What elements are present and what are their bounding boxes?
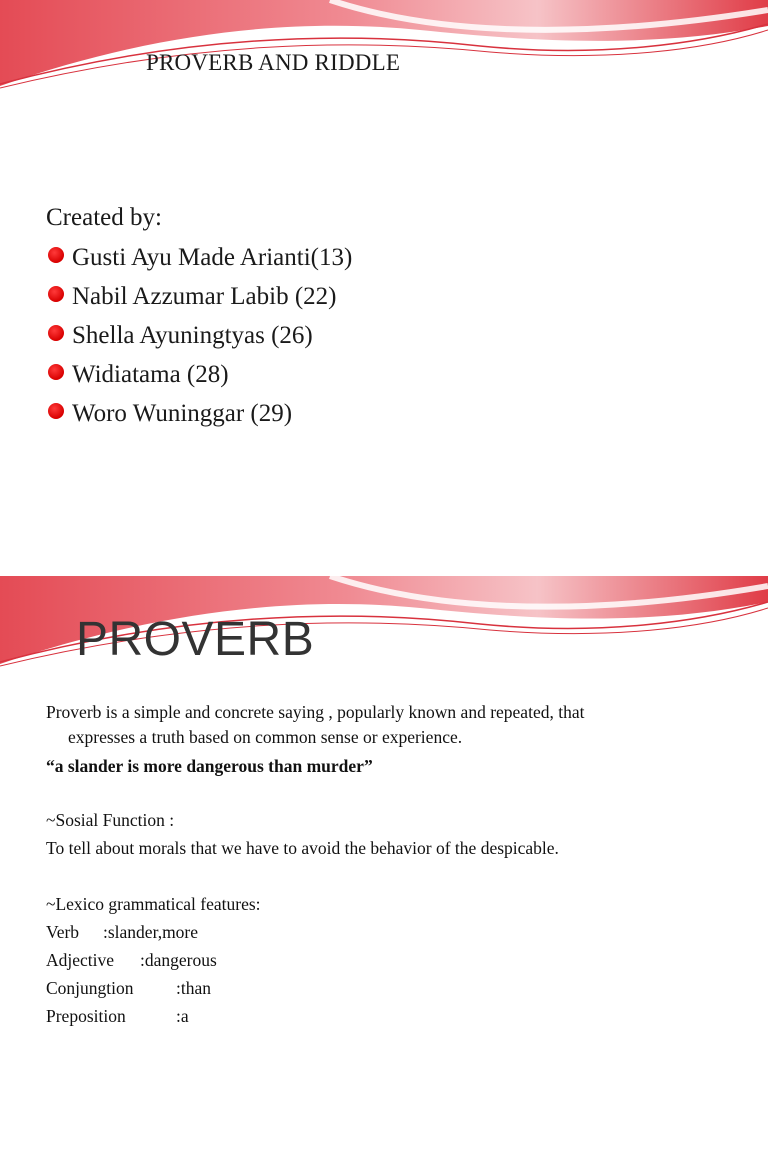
slide-title-text: PROVERB bbox=[76, 613, 315, 666]
definition-line-2: expresses a truth based on common sense or experience. bbox=[68, 727, 463, 747]
bullet-dot-icon bbox=[48, 403, 64, 419]
member-name: Woro Wuninggar (29) bbox=[72, 400, 293, 427]
feature-label: Conjungtion bbox=[46, 978, 134, 998]
feature-row bbox=[46, 946, 746, 974]
bullet-dot-icon bbox=[48, 325, 64, 341]
list-item bbox=[46, 398, 352, 437]
social-function-heading: ~Sosial Function : bbox=[46, 810, 175, 830]
list-item bbox=[46, 242, 352, 281]
lexico-heading: ~Lexico grammatical features: bbox=[46, 894, 261, 914]
slide-title-text: PROVERB AND RIDDLE bbox=[146, 50, 401, 75]
feature-value: :a bbox=[176, 1006, 189, 1026]
definition-line-1: Proverb is a simple and concrete saying , popularly known and repeated, that bbox=[46, 702, 585, 722]
feature-value: :slander,more bbox=[103, 922, 199, 942]
slide-body bbox=[46, 700, 746, 1030]
example-quote: “a slander is more dangerous than murder” bbox=[46, 756, 373, 776]
created-by-label: Created by: bbox=[46, 204, 162, 231]
slide-proverb bbox=[0, 576, 768, 1152]
list-item bbox=[46, 320, 352, 359]
feature-value: :dangerous bbox=[140, 950, 217, 970]
feature-value: :than bbox=[176, 978, 211, 998]
bullet-dot-icon bbox=[48, 364, 64, 380]
member-name: Widiatama (28) bbox=[72, 361, 229, 388]
feature-label: Verb bbox=[46, 922, 80, 942]
social-function-text: To tell about morals that we have to avoid the behavior of the despicable. bbox=[46, 838, 559, 858]
list-item bbox=[46, 359, 352, 398]
member-name: Nabil Azzumar Labib (22) bbox=[72, 283, 337, 310]
definition-paragraph bbox=[46, 700, 746, 750]
member-list bbox=[46, 242, 352, 437]
feature-row bbox=[46, 918, 746, 946]
member-name: Gusti Ayu Made Arianti(13) bbox=[72, 244, 353, 271]
feature-row bbox=[46, 974, 746, 1002]
wave-decoration bbox=[0, 0, 768, 90]
bullet-dot-icon bbox=[48, 286, 64, 302]
member-name: Shella Ayuningtyas (26) bbox=[72, 322, 313, 349]
feature-row bbox=[46, 1002, 746, 1030]
feature-label: Preposition bbox=[46, 1006, 126, 1026]
feature-label: Adjective bbox=[46, 950, 115, 970]
list-item bbox=[46, 281, 352, 320]
bullet-dot-icon bbox=[48, 247, 64, 263]
